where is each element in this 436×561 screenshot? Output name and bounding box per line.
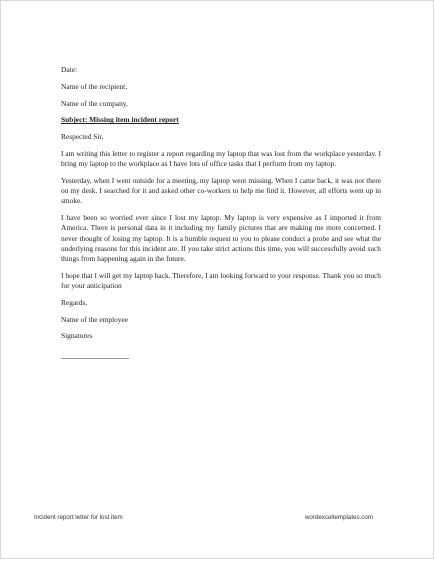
- body-paragraph-1: I am writing this letter to register a report regarding my laptop that was lost from the workplace yesterday. I bring my laptop to the workplace as I have lots of office tasks that I perform from my laptop.: [61, 148, 381, 169]
- subject-line: Subject: Missing item incident report: [61, 115, 179, 125]
- date-label: Date:: [61, 65, 78, 74]
- closing: Regards,: [61, 297, 88, 307]
- salutation: Respected Sir,: [61, 132, 104, 142]
- letter-body: [61, 65, 381, 359]
- recipient-name: Name of the recipient,: [61, 81, 128, 91]
- employee-name: Name of the employee: [61, 314, 129, 324]
- body-paragraph-4: I hope that I will get my laptop back. Therefore, I am looking forward to your response. Thank you so much for your anticipation: [61, 270, 381, 290]
- body-paragraph-2: Yesterday, when I went outside for a meeting, my laptop went missing. When I came back, it was not there on my desk. I searched for it and asked other co-workers to help me find it. However, all efforts went up in smoke.: [61, 175, 381, 206]
- company-name: Name of the company,: [61, 98, 128, 108]
- body-paragraph-3: I have been so worried ever since I lost my laptop. My laptop is very expensive as I imported it from America. There is personal data in it including my family pictures that are making me more concerned. I never thought of losing my laptop. It is a humble request to you to please conduct a probe and see what the underlying reasons for this incident are. If you take strict actions this time, you will successfully avoid such things from happening again in the future.: [61, 213, 381, 263]
- signatures-label: Signatures: [61, 331, 93, 341]
- signature-line: [61, 358, 129, 359]
- footer-website: wordexceltemplates.com: [304, 514, 373, 521]
- footer-title: Incident report letter for lost item: [34, 514, 123, 521]
